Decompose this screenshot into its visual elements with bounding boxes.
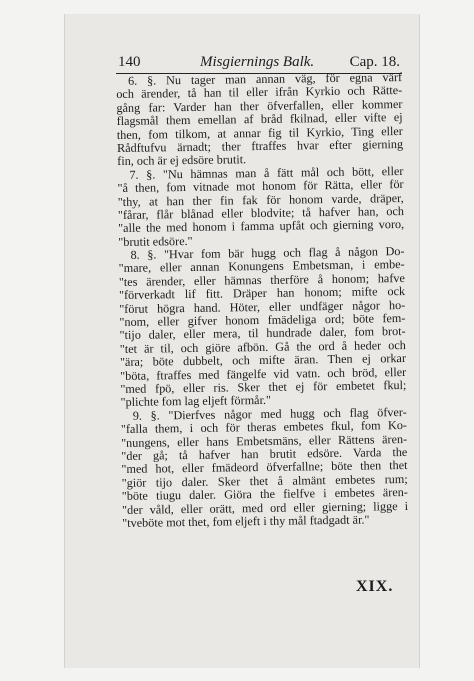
text-line: "brutit edsöre."	[118, 233, 193, 249]
text-line: "förut högra hand. Höter, eller undfäger någor ho-	[119, 297, 406, 316]
text-line: "nom, eller gifver honom fmädeliga ord; böte fem-	[119, 311, 406, 330]
text-line: Rådftufvu ärnadt; ther ftraffes hvar efter gierning	[116, 136, 404, 155]
text-line: "å then, fom vitnade mot honom för Rätta, eller för	[117, 177, 404, 196]
text-line: "giör tijo daler. Sker thet å almänt embetes rum;	[121, 471, 408, 490]
text-line: "tveböte mot thet, fom eljeft i thy mål ftadgadt är."	[122, 512, 370, 530]
catchword: XIX.	[356, 578, 394, 595]
text-line: "böte tiugu daler. Giöra the fielfve i embetes ären-	[121, 485, 408, 504]
text-block	[116, 71, 408, 530]
text-line: "tes ärender, eller hämnas therföre å honom; hafve	[118, 270, 405, 289]
text-line: "tet är til, och giöre afbön. Gå the ord å heder och	[119, 337, 406, 356]
text-line: 7. §. "Nu hämnas man å fätt mål och bött, eller	[129, 163, 404, 182]
running-title: Misgiernings Balk.	[200, 54, 315, 70]
text-line: "ära; böte dubbelt, och mifte äran. Then ej orkar	[119, 351, 407, 370]
text-line: och ärender, tå han til eller ifrån Kyrkio och Rätte-	[116, 83, 403, 102]
text-line: "böta, ftraffes med fängelfe vid vatn. och bröd, eller	[120, 364, 407, 383]
text-line: "der gå; tå hafver han brutit edsöre. Varda the	[121, 444, 408, 463]
text-line: "nungens, eller hans Embetsmäns, eller Rättens ären-	[121, 431, 408, 450]
text-line: "tijo daler, eller mera, til hundrade daler, fom brot-	[119, 324, 406, 343]
text-line: "förverkadt lif fitt. Dräper han honom; mifte ock	[118, 284, 406, 303]
text-line: 8. §. "Hvar fom bär hugg och flag å någon Do-	[130, 244, 405, 262]
text-line: "fårar, flår blånad eller blodvite; tå hafver han, och	[117, 203, 405, 222]
chapter-number: Cap. 18.	[349, 54, 400, 70]
text-line: "alle the med honom i famma upfåt och gierning voro,	[118, 217, 405, 236]
text-line: "plichte fom lag eljeft förmår."	[120, 393, 272, 410]
text-line: "mare, eller annan Konungens Embetsman, i embe-	[118, 257, 405, 276]
text-line: "med hot, eller fmädeord öfverfallne; böte then thet	[121, 458, 408, 477]
page-number: 140	[118, 54, 141, 70]
text-line: 6. §. Nu tager man annan väg, för egna värf	[127, 70, 403, 88]
text-line: "thy, at han ther fin fak för honom varde, dräper,	[117, 190, 404, 209]
text-line: then, fom tilkom, at annar fig til Kyrkio, Ting eller	[116, 123, 403, 142]
text-line: "der våld, eller orätt, med ord eller gierning; ligge i	[121, 498, 409, 517]
text-line: 9. §. "Dierfves någor med hugg och flag öfver-	[132, 404, 407, 423]
text-line: gång far: Varder han ther öfverfallen, eller kommer	[116, 96, 403, 115]
text-line: "falla them, i och för theras embetes fkul, fom Ko-	[120, 418, 408, 437]
text-line: "med fpö, eller ris. Sker thet ej för embetet fkul;	[120, 377, 407, 396]
text-line: flagsmål them emellan af bråd fkilnad, eller vifte ej	[116, 110, 403, 129]
text-line: fin, och är ej edsöre brutit.	[117, 152, 247, 169]
